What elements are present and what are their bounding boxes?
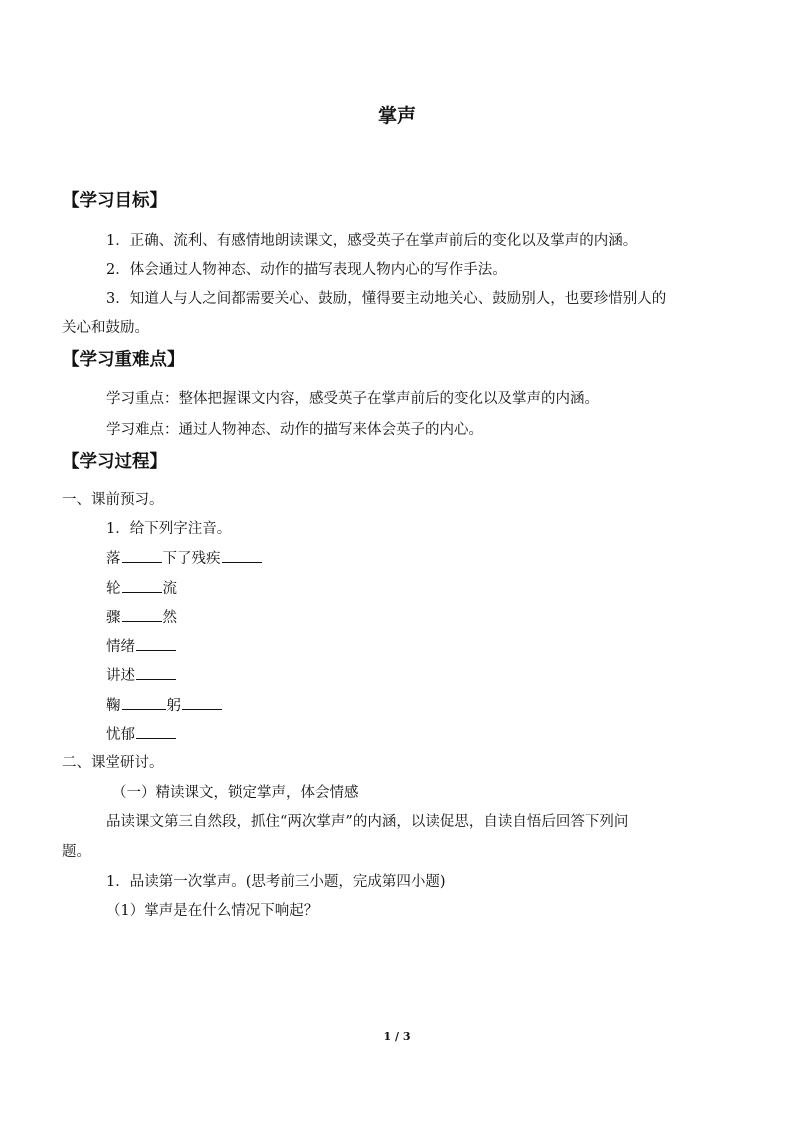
part-classroom: 二、课堂研讨。 <box>62 755 164 771</box>
goal-item-2: 2．体会通过人物神态、动作的描写表现人物内心的写作手法。 <box>106 262 507 278</box>
goal-item-1: 1．正确、流利、有感情地朗读课文，感受英子在掌声前后的变化以及掌声的内涵。 <box>106 233 638 249</box>
sub-section-1: （一）精读课文，锁定掌声，体会情感 <box>112 785 359 801</box>
paragraph-instruction: 品读课文第三自然段，抓住“两次掌声”的内涵，以读促思，自读自悟后回答下列问 <box>106 814 629 830</box>
page-number: 1 / 3 <box>383 1030 411 1043</box>
goal-item-3: 3．知道人与人之间都需要关心、鼓励，懂得要主动地关心、鼓励别人，也要珍惜别人的 <box>106 291 667 307</box>
task-first-applause: 1．品读第一次掌声。(思考前三小题，完成第四小题) <box>106 874 446 890</box>
page-title: 掌声 <box>377 105 416 127</box>
answer-blank[interactable] <box>122 548 162 563</box>
answer-blank[interactable] <box>136 665 176 680</box>
answer-blank[interactable] <box>122 607 162 622</box>
heading-learning-goals: 【学习目标】 <box>62 191 167 211</box>
pinyin-item-qingxu: 情绪 <box>106 636 177 657</box>
goal-item-3-cont: 关心和鼓励。 <box>62 320 149 336</box>
answer-blank[interactable] <box>222 548 262 563</box>
part-preview: 一、课前预习。 <box>62 492 164 508</box>
key-point-difficulty: 学习难点：通过人物神态、动作的描写来体会英子的内心。 <box>106 422 483 438</box>
question-1: （1）掌声是在什么情况下响起？ <box>106 903 319 919</box>
pinyin-item-luo: 落 下了残疾 <box>106 548 263 569</box>
key-point-focus: 学习重点：整体把握课文内容，感受英子在掌声前后的变化以及掌声的内涵。 <box>106 391 599 407</box>
pinyin-item-ju: 鞠 躬 <box>106 695 223 716</box>
task-pinyin: 1．给下列字注音。 <box>106 521 232 537</box>
answer-blank[interactable] <box>136 724 176 739</box>
pinyin-item-lun: 轮 流 <box>106 578 177 599</box>
answer-blank[interactable] <box>122 695 166 710</box>
paragraph-instruction-cont: 题。 <box>62 844 91 860</box>
heading-learning-process: 【学习过程】 <box>62 452 167 472</box>
pinyin-item-zhou: 骤 然 <box>106 607 177 628</box>
answer-blank[interactable] <box>122 578 162 593</box>
answer-blank[interactable] <box>182 695 222 710</box>
answer-blank[interactable] <box>136 636 176 651</box>
pinyin-item-jiangshu: 讲述 <box>106 665 177 686</box>
heading-key-points: 【学习重难点】 <box>62 350 185 370</box>
pinyin-item-youyu: 忧郁 <box>106 724 177 745</box>
